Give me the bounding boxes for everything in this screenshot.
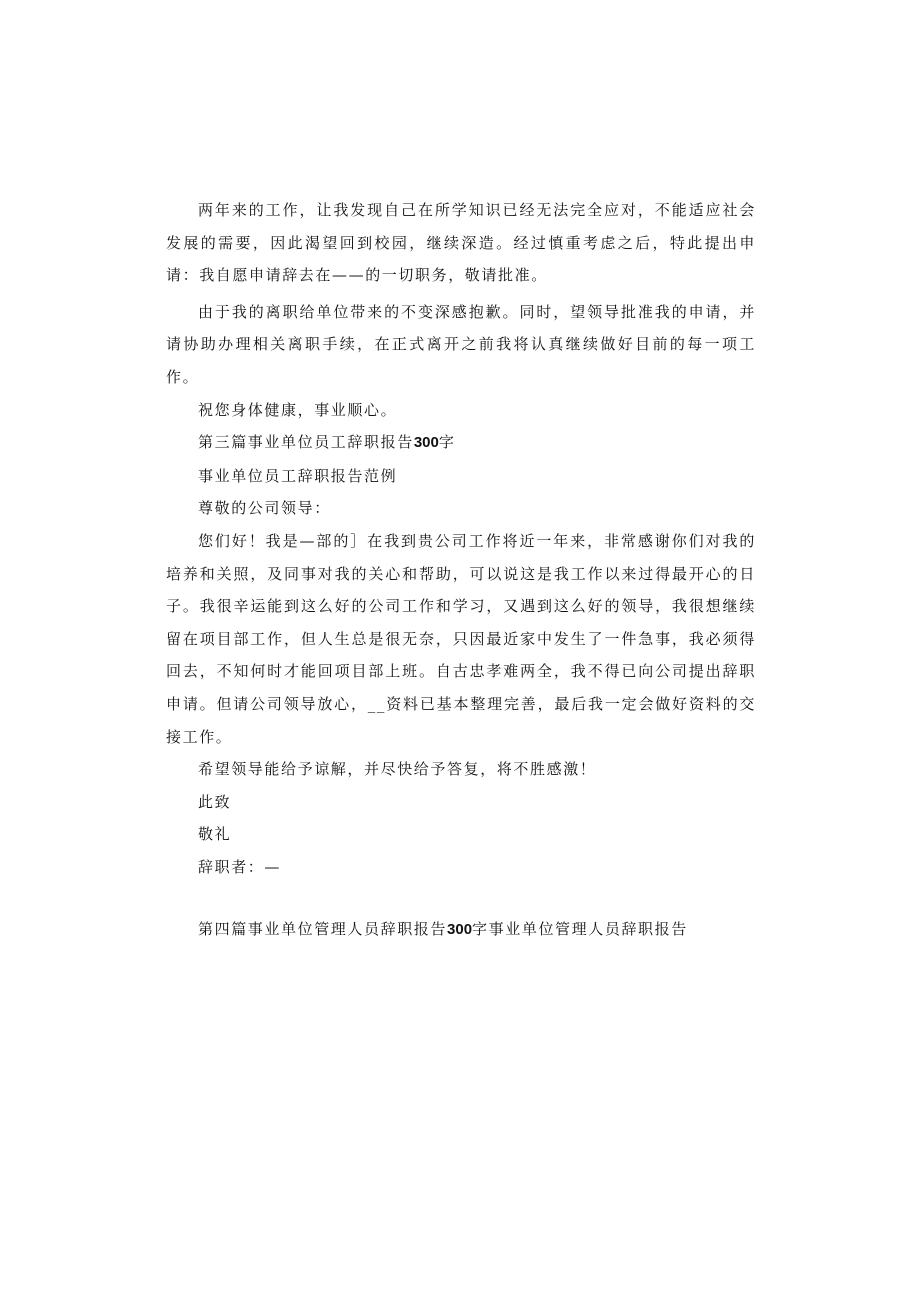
section4-heading-prefix: 第四篇事业单位管理人员辞职报告 (198, 920, 448, 939)
section3-closing-1: 此致 (198, 792, 232, 811)
section3-heading (166, 426, 756, 460)
section4-heading (166, 913, 756, 947)
paragraph-apology: 由于我的离职给单位带来的不变深感抱歉。同时，望领导批准我的申请，并请协助办理相关离职手续，在正式离开之前我将认真继续做好目前的每一项工作。 (166, 302, 756, 386)
section3-body: 您们好！我是—部的］在我到贵公司工作将近一年来，非常感谢你们对我的培养和关照，及同事对我的关心和帮助，可以说这是我工作以来过得最开心的日子。我很辛运能到这么好的公司工作和学习，又遇到这么好的领导，我很想继续留在项目部工作，但人生总是很无奈，只因最近家中发生了一件急事，我必须得回去，不知何时才能回项目部上班。自古忠孝难两全，我不得已向公司提出辞职申请。但请公司领导放心，__资料已基本整理完善，最后我一定会做好资料的交接工作。 (166, 531, 756, 746)
section3-heading-suffix: 字 (438, 433, 456, 452)
section-spacer (166, 883, 756, 913)
section4-heading-suffix: 字事业单位管理人员辞职报告 (472, 920, 688, 939)
section3-heading-number: 300 (413, 434, 439, 452)
paragraph-wishes: 祝您身体健康，事业顺心。 (198, 400, 398, 419)
section3-heading-prefix: 第三篇事业单位员工辞职报告 (198, 433, 414, 452)
section3-salutation: 尊敬的公司领导： (198, 499, 331, 518)
document-body (166, 194, 756, 947)
section3-hope: 希望领导能给予谅解，并尽快给予答复，将不胜感激！ (198, 760, 597, 779)
section4-heading-number: 300 (447, 921, 473, 939)
section3-subtitle: 事业单位员工辞职报告范例 (198, 466, 398, 485)
section3-closing-2: 敬礼 (198, 825, 232, 844)
paragraph-reason: 两年来的工作，让我发现自己在所学知识已经无法完全应对，不能适应社会发展的需要，因此渴望回到校园，继续深造。经过慎重考虑之后，特此提出申请：我自愿申请辞去在——的一切职务，敬请批准。 (166, 201, 756, 285)
section3-signature: 辞职者：— (198, 857, 282, 876)
